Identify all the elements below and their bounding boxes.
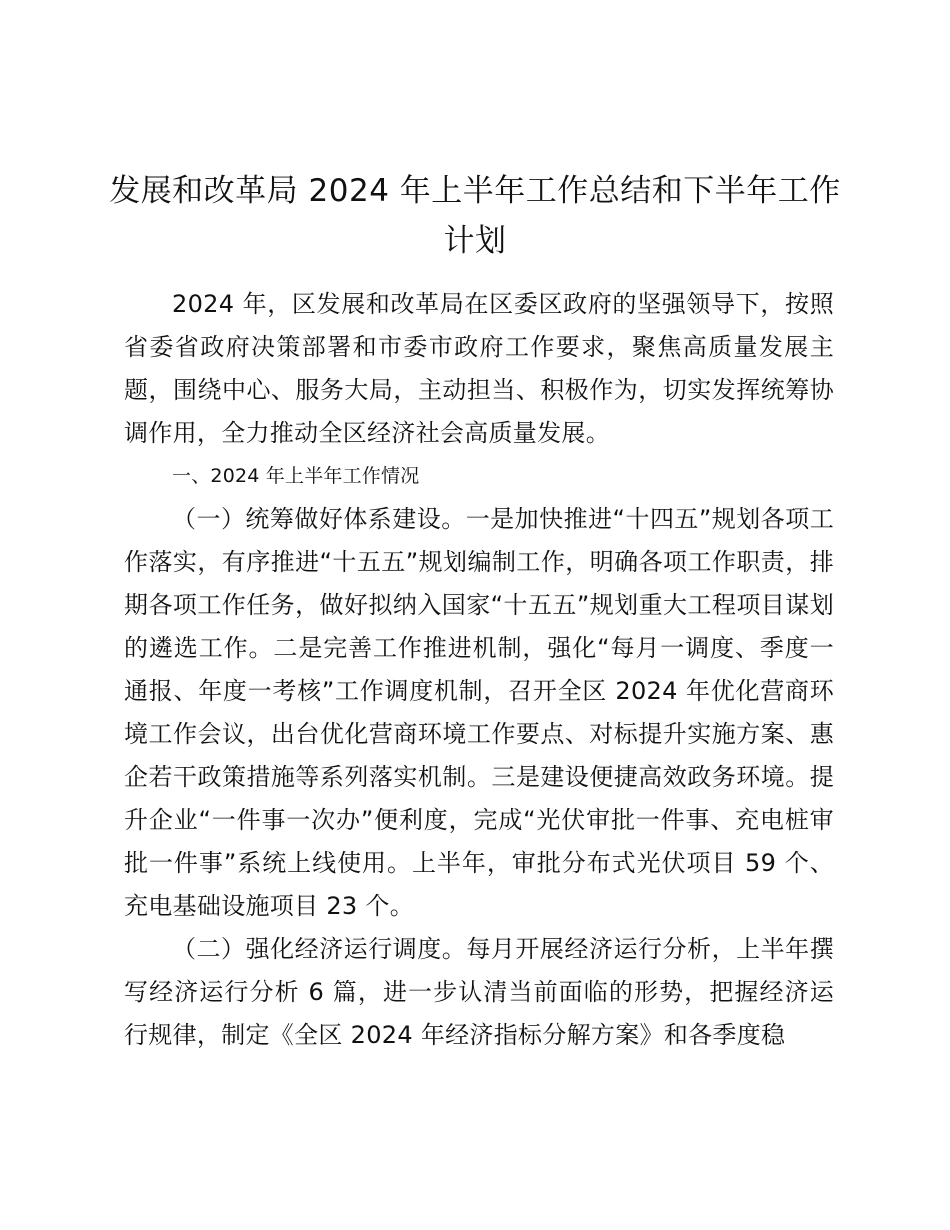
document-title: 发展和改革局 2024 年上半年工作总结和下半年工作计划: [109, 173, 841, 259]
section-heading: 一、2024 年上半年工作情况: [172, 465, 420, 487]
intro-paragraph: 2024 年，区发展和改革局在区委区政府的坚强领导下，按照省委省政府决策部署和市委市政府工作要求，聚焦高质量发展主题，围绕中心、服务大局，主动担当、积极作为，切实发挥统筹协调作用，全力推动全区经济社会高质量发展。: [124, 290, 834, 447]
document-body: [124, 283, 834, 1057]
paragraph-economic-operation: （二）强化经济运行调度。每月开展经济运行分析，上半年撰写经济运行分析 6 篇，进一步认清当前面临的形势，把握经济运行规律，制定《全区 2024 年经济指标分解方案》和各季度稳: [124, 935, 834, 1049]
paragraph-system-building: （一）统筹做好体系建设。一是加快推进“十四五”规划各项工作落实，有序推进“十五五”规划编制工作，明确各项工作职责，排期各项工作任务，做好拟纳入国家“十五五”规划重大工程项目谋划的遴选工作。二是完善工作推进机制，强化“每月一调度、季度一通报、年度一考核”工作调度机制，召开全区 2024 年优化营商环境工作会议，出台优化营商环境工作要点、对标提升实施方案、惠企若干政策措施等系列落实机制。三是建设便捷高效政务环境。提升企业“一件事一次办”便利度，完成“光伏审批一件事、充电桩审批一件事”系统上线使用。上半年，审批分布式光伏项目 59 个、充电基础设施项目 23 个。: [124, 505, 834, 920]
